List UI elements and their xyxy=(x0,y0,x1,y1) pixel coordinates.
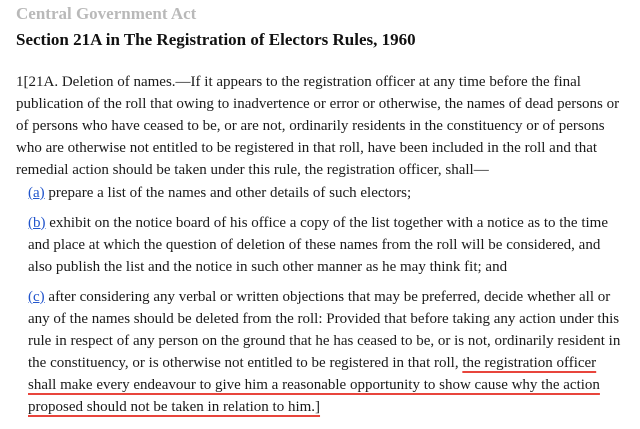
clause-c-text: after considering any verbal or written objections that may be preferred, decide whether all or any of the names should be deleted from the roll: Provided that before taking any action under this rule in respect of any person on the ground that he has ceased to be, or is not, ordinarily resident in the constituency, or is otherwise not entitled to be registered in that roll, xyxy=(28,289,621,371)
act-category-label: Central Government Act xyxy=(16,4,197,23)
highlighted-proviso: the registration officer shall make every endeavour to give him a reasonable opportunity to show cause why the action proposed should not be taken in relation to him.] xyxy=(28,355,600,415)
clause-a xyxy=(28,182,628,204)
clause-a-link[interactable]: (a) xyxy=(28,185,45,201)
section-title: Section 21A in The Registration of Electors Rules, 1960 xyxy=(16,30,416,49)
clause-c-link[interactable]: (c) xyxy=(28,289,45,305)
clause-b-text: exhibit on the notice board of his office a copy of the list together with a notice as to the time and place at which the question of deletion of these names from the roll will be considered, and also publish the list and the notice in such other manner as he may think fit; and xyxy=(28,215,608,275)
clause-b xyxy=(28,212,628,278)
clause-b-link[interactable]: (b) xyxy=(28,215,46,231)
clause-a-text: prepare a list of the names and other details of such electors; xyxy=(44,185,412,201)
clause-c xyxy=(28,286,628,418)
intro-paragraph: 1[21A. Deletion of names.—If it appears to the registration officer at any time before the final publication of the roll that owing to inadvertence or error or otherwise, the names of dead persons or of persons who have ceased to be, or are not, ordinarily residents in the constituency or of persons who are otherwise not entitled to be registered in that roll, have been included in the roll and that remedial action should be taken under this rule, the registration officer, shall— xyxy=(16,74,620,178)
